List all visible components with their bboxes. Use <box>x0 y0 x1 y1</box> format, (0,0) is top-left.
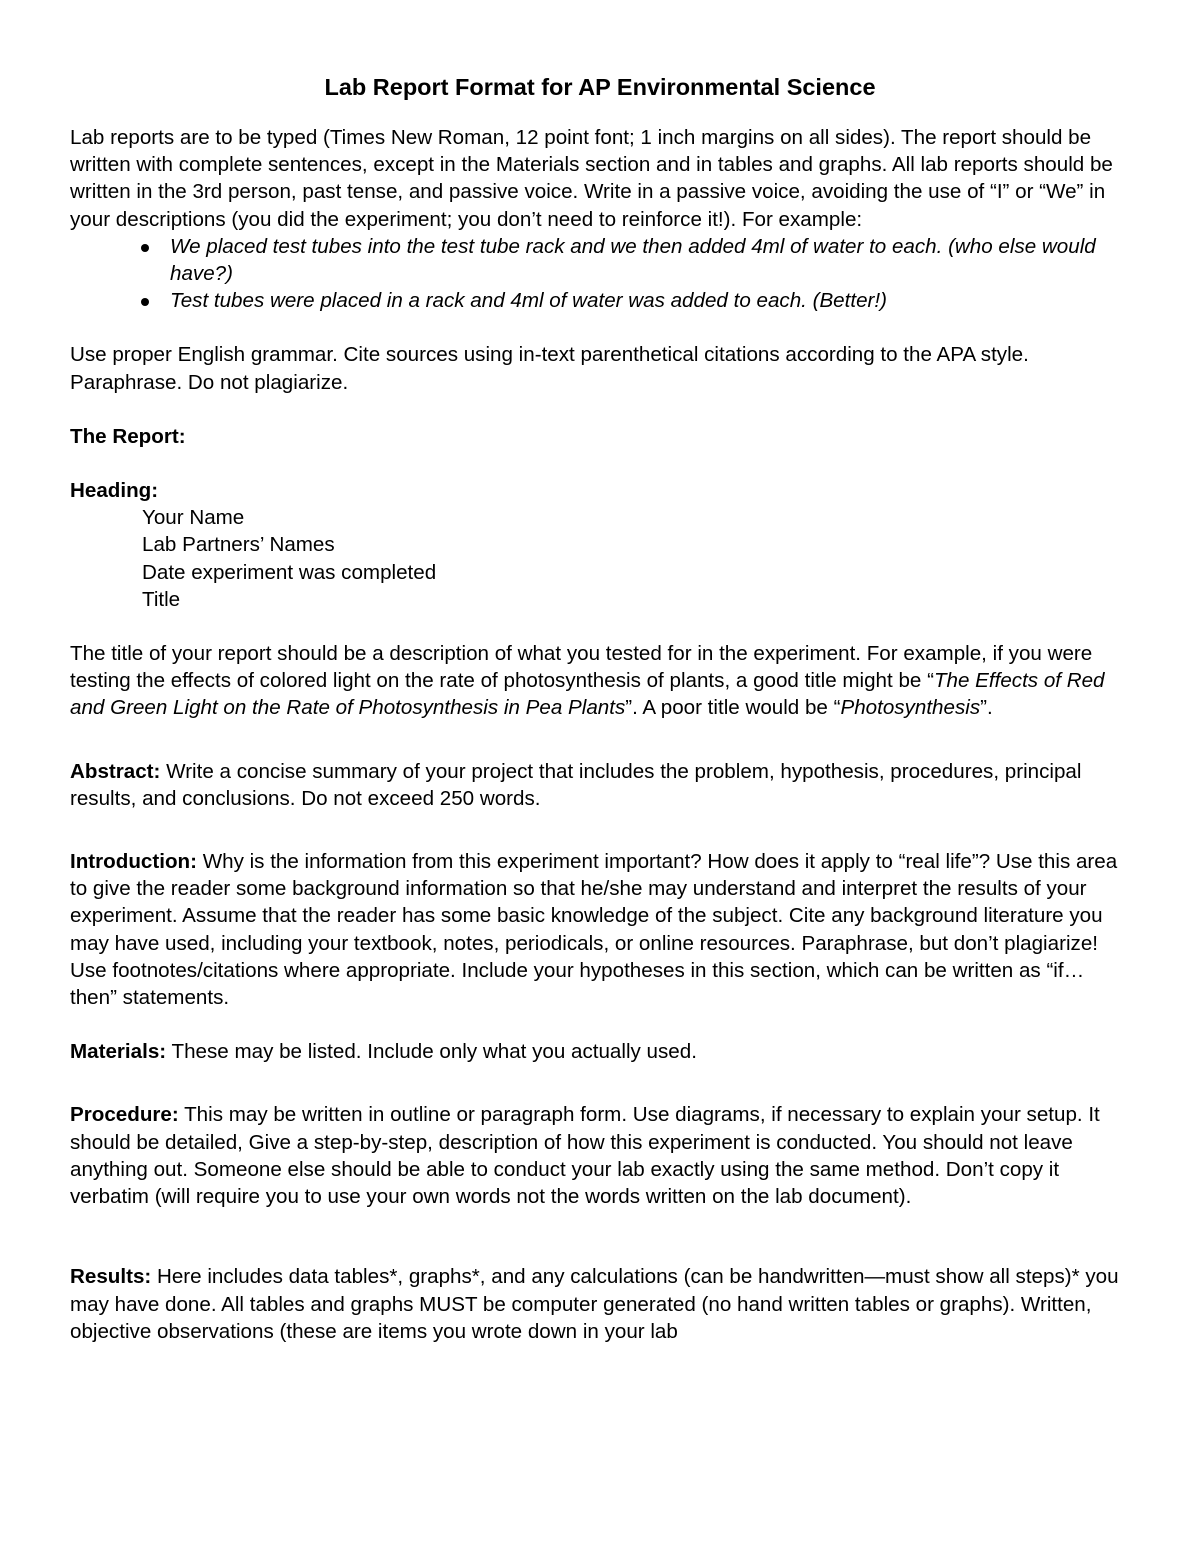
introduction-paragraph <box>70 848 1130 1011</box>
materials-label: Materials: <box>70 1040 167 1064</box>
heading-label <box>70 477 1130 504</box>
report-heading <box>70 423 1130 450</box>
results-paragraph <box>70 1263 1130 1345</box>
report-heading-label: The Report: <box>70 424 186 448</box>
abstract-text: Write a concise summary of your project that includes the problem, hypothesis, procedures, principal results, and conclusions. Do not exceed 250 words. <box>70 759 1082 810</box>
results-label: Results: <box>70 1265 152 1289</box>
poor-title-example: Photosynthesis <box>840 696 981 720</box>
bullet-icon <box>141 298 149 306</box>
title-text-2: ”. A poor title would be “ <box>625 696 841 720</box>
intro-paragraph: Lab reports are to be typed (Times New Roman, 12 point font; 1 inch margins on all sides). The report should be written with complete sentences, except in the Materials section and in tables and graphs. All lab reports should be written in the 3rd person, past tense, and passive voice. Write in a passive voice, avoiding the use of “I” or “We” in your descriptions (you did the experiment; you don’t need to reinforce it!). For example: <box>70 126 1113 231</box>
heading-item-partners: Lab Partners’ Names <box>142 533 335 557</box>
title-text-1: The title of your report should be a description of what you tested for in the experiment. For example, if you were testing the effects of colored light on the rate of photosynthesis of plants, a good title might be “ <box>70 642 1093 693</box>
bullet-icon <box>141 244 149 252</box>
heading-label-text: Heading: <box>70 479 159 503</box>
heading-items <box>70 504 1130 613</box>
example-list <box>70 233 1130 315</box>
list-item <box>70 287 1130 314</box>
heading-item-title: Title <box>142 587 181 611</box>
results-text: Here includes data tables*, graphs*, and any calculations (can be handwritten—must show all steps)* you may have done. All tables and graphs MUST be computer generated (no hand written tables or graphs). Written, objective observations (these are items you wrote down in your lab <box>70 1265 1119 1343</box>
abstract-label: Abstract: <box>70 759 161 783</box>
example-text: Test tubes were placed in a rack and 4ml of water was added to each. (Better!) <box>170 289 887 313</box>
list-item <box>70 233 1130 287</box>
procedure-text: This may be written in outline or paragraph form. Use diagrams, if necessary to explain your setup. It should be detailed, Give a step-by-step, description of how this experiment is conducted. You should not leave anything out. Someone else should be able to conduct your lab exactly using the same method. Don’t copy it verbatim (will require you to use your own words not the words written on the lab document). <box>70 1103 1100 1209</box>
example-text: We placed test tubes into the test tube rack and we then added 4ml of water to each. (who else would have?) <box>170 234 1096 286</box>
title-paragraph <box>70 640 1130 722</box>
title-text-3: ”. <box>980 696 993 720</box>
introduction-text: Why is the information from this experiment important? How does it apply to “real life”? Use this area to give the reader some background information so that he/she may understand and interpret the results of your experiment. Assume that the reader has some basic knowledge of the subject. Cite any background literature you may have used, including your textbook, notes, periodicals, or online resources. Paraphrase, but don’t plagiarize! Use footnotes/citations where appropriate. Include your hypotheses in this section, which can be written as “if…then” statements. <box>70 850 1118 1010</box>
good-title-example: The Effects of Red and Green Light on the Rate of Photosynthesis in Pea Plants <box>70 669 1105 720</box>
heading-item-date: Date experiment was completed <box>142 560 437 584</box>
document-page <box>70 70 1130 1345</box>
materials-text: These may be listed. Include only what you actually used. <box>166 1040 697 1064</box>
procedure-paragraph <box>70 1101 1130 1210</box>
grammar-paragraph: Use proper English grammar. Cite sources using in-text parenthetical citations according to the APA style. Paraphrase. Do not plagiarize. <box>70 343 1029 394</box>
heading-item-name: Your Name <box>142 506 245 530</box>
abstract-paragraph <box>70 758 1130 812</box>
document-title: Lab Report Format for AP Environmental Science <box>324 74 876 100</box>
procedure-label: Procedure: <box>70 1103 179 1127</box>
materials-paragraph <box>70 1038 1130 1065</box>
introduction-label: Introduction: <box>70 850 197 874</box>
